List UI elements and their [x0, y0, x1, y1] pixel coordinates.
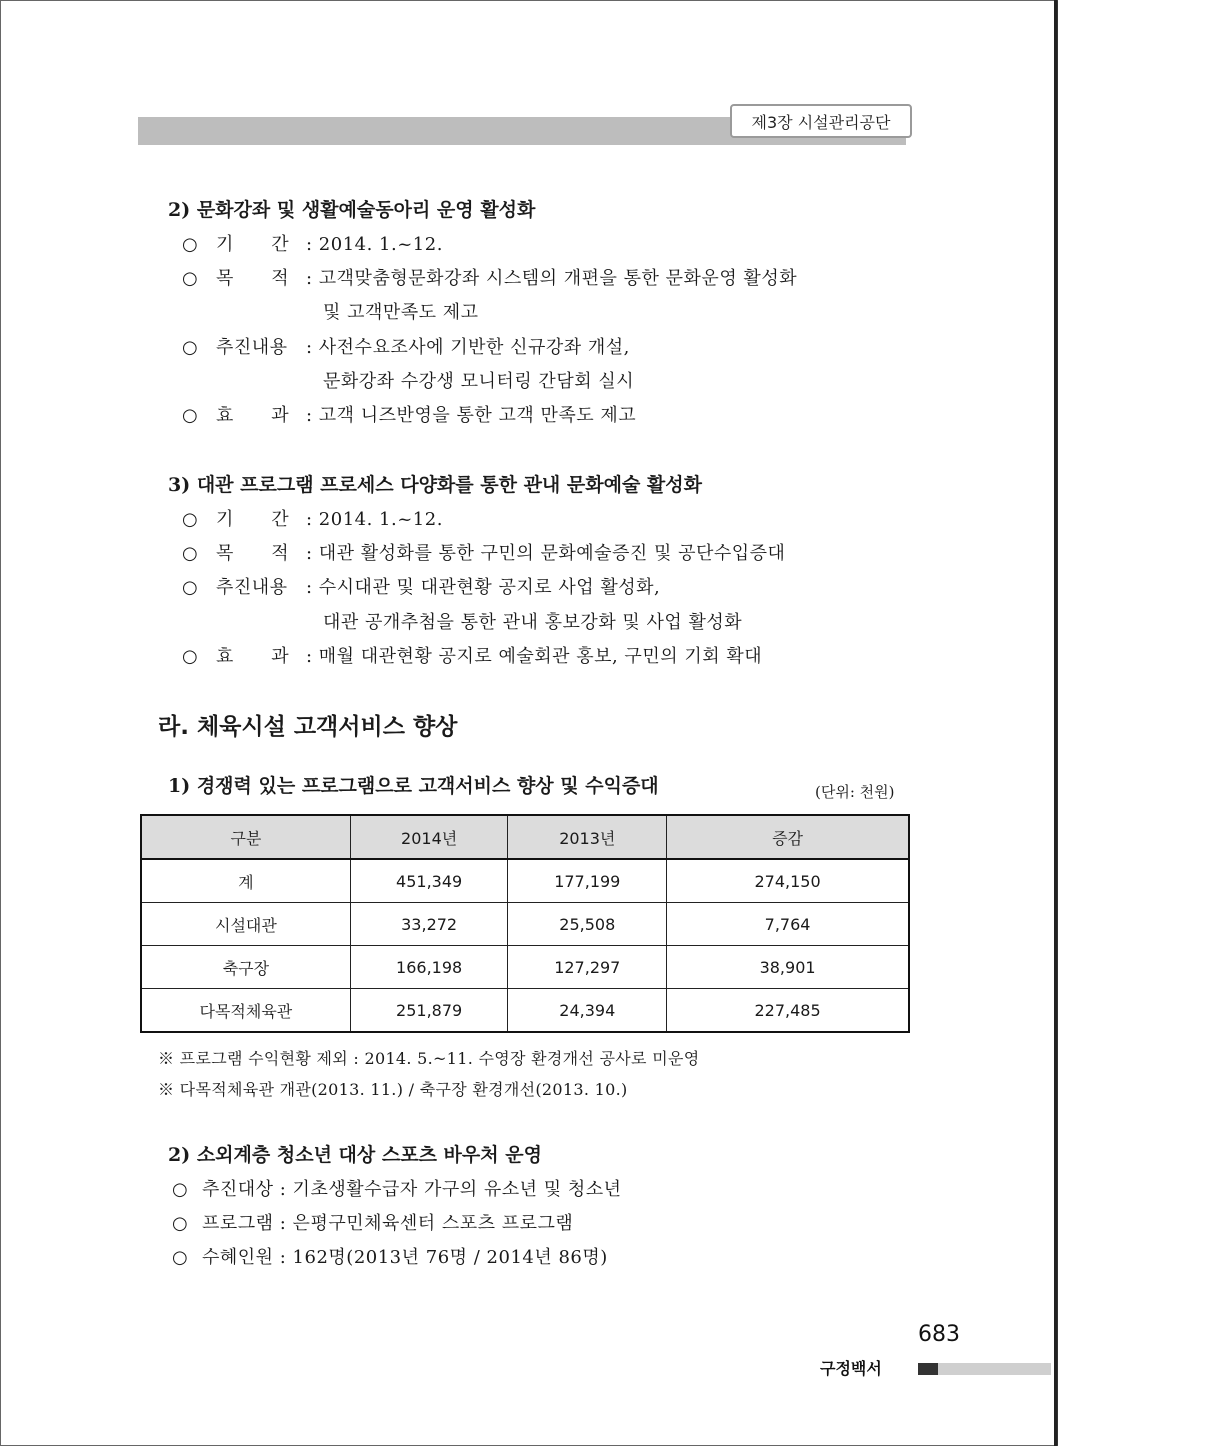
item-label: 기 간: [216, 509, 290, 530]
section-title-ra: 라. 체육시설 고객서비스 향상: [158, 714, 458, 740]
bullet-icon: ○: [182, 509, 199, 530]
sec3-item-period: [182, 505, 443, 531]
sec3-item-plan: [182, 573, 660, 599]
table-cell: 24,394: [508, 989, 667, 1033]
table-row: [141, 859, 909, 903]
item-text: : 사전수요조사에 기반한 신규강좌 개설,: [306, 337, 630, 358]
item-text: 추진대상 : 기초생활수급자 가구의 유소년 및 청소년: [202, 1179, 622, 1200]
footer-marker: [918, 1363, 938, 1375]
revenue-table: [140, 814, 910, 1033]
bullet-icon: ○: [182, 405, 199, 426]
table-cell: 다목적체육관: [141, 989, 350, 1033]
table-cell: 451,349: [350, 859, 508, 903]
sec2-item-plan-cont: 문화강좌 수강생 모니터링 간담회 실시: [323, 371, 635, 392]
table-header-row: [141, 815, 909, 859]
subsection-heading-2: 2) 소외계층 청소년 대상 스포츠 바우처 운영: [168, 1144, 542, 1166]
item-text: : 2014. 1.~12.: [306, 509, 443, 530]
bullet-icon: ○: [172, 1247, 189, 1268]
page-number: 683: [918, 1322, 960, 1347]
sec2-item-period: [182, 230, 443, 256]
table-cell: 127,297: [508, 946, 667, 989]
sec2-item-effect: [182, 401, 636, 427]
table-row: [141, 903, 909, 946]
item-label: 효 과: [216, 405, 290, 426]
item-label: 목 적: [216, 268, 290, 289]
sec2-item-plan: [182, 333, 630, 359]
table-cell: 177,199: [508, 859, 667, 903]
subsection-heading-1: 1) 경쟁력 있는 프로그램으로 고객서비스 향상 및 수익증대: [168, 775, 659, 797]
table-row: [141, 989, 909, 1033]
item-text: : 2014. 1.~12.: [306, 234, 443, 255]
bullet-icon: ○: [182, 543, 199, 564]
item-text: 수혜인원 : 162명(2013년 76명 / 2014년 86명): [202, 1247, 608, 1268]
bullet-icon: ○: [182, 337, 199, 358]
table-cell: 166,198: [350, 946, 508, 989]
chapter-tab: 제3장 시설관리공단: [730, 104, 912, 138]
bullet-icon: ○: [182, 234, 199, 255]
bullet-icon: ○: [182, 646, 199, 667]
sub2-item: [172, 1209, 573, 1235]
table-cell: 7,764: [667, 903, 909, 946]
sec2-item-purpose: [182, 264, 797, 290]
item-label: 효 과: [216, 646, 290, 667]
item-text: : 고객 니즈반영을 통한 고객 만족도 제고: [306, 405, 637, 426]
sec2-item-purpose-cont: 및 고객만족도 제고: [323, 302, 479, 323]
table-cell: 시설대관: [141, 903, 350, 946]
item-label: 추진내용: [216, 577, 288, 598]
table-note: ※ 다목적체육관 개관(2013. 11.) / 축구장 환경개선(2013. 10.): [158, 1080, 628, 1099]
table-note: ※ 프로그램 수익현황 제외 : 2014. 5.~11. 수영장 환경개선 공사로 미운영: [158, 1049, 700, 1068]
bullet-icon: ○: [172, 1213, 189, 1234]
item-label: 기 간: [216, 234, 290, 255]
bullet-icon: ○: [182, 268, 199, 289]
table-cell: 227,485: [667, 989, 909, 1033]
table-cell: 25,508: [508, 903, 667, 946]
sub2-item: [172, 1175, 622, 1201]
table-row: [141, 946, 909, 989]
table-cell: 33,272: [350, 903, 508, 946]
item-text: : 대관 활성화를 통한 구민의 문화예술증진 및 공단수입증대: [306, 543, 786, 564]
table-header-cell: 구분: [141, 815, 350, 859]
section-heading-2: 2) 문화강좌 및 생활예술동아리 운영 활성화: [168, 199, 536, 221]
book-title: 구정백서: [820, 1359, 882, 1378]
table-cell: 계: [141, 859, 350, 903]
table-header-cell: 2013년: [508, 815, 667, 859]
table-header-cell: 증감: [667, 815, 909, 859]
item-text: : 매월 대관현황 공지로 예술회관 홍보, 구민의 기회 확대: [306, 646, 763, 667]
table-cell: 251,879: [350, 989, 508, 1033]
item-text: : 고객맞춤형문화강좌 시스템의 개편을 통한 문화운영 활성화: [306, 268, 798, 289]
item-text: : 수시대관 및 대관현황 공지로 사업 활성화,: [306, 577, 661, 598]
page-edge: [1054, 0, 1057, 1446]
bullet-icon: ○: [172, 1179, 189, 1200]
sec3-item-purpose: [182, 539, 785, 565]
table-cell: 축구장: [141, 946, 350, 989]
item-label: 목 적: [216, 543, 290, 564]
footer-bar: [938, 1363, 1051, 1375]
sec3-item-effect: [182, 642, 762, 668]
unit-label: (단위: 천원): [815, 783, 895, 801]
sec3-item-plan-cont: 대관 공개추첨을 통한 관내 홍보강화 및 사업 활성화: [323, 612, 743, 633]
item-label: 추진내용: [216, 337, 288, 358]
table-cell: 274,150: [667, 859, 909, 903]
bullet-icon: ○: [182, 577, 199, 598]
table-header-cell: 2014년: [350, 815, 508, 859]
item-text: 프로그램 : 은평구민체육센터 스포츠 프로그램: [202, 1213, 574, 1234]
table-cell: 38,901: [667, 946, 909, 989]
sub2-item: [172, 1243, 608, 1269]
section-heading-3: 3) 대관 프로그램 프로세스 다양화를 통한 관내 문화예술 활성화: [168, 474, 702, 496]
